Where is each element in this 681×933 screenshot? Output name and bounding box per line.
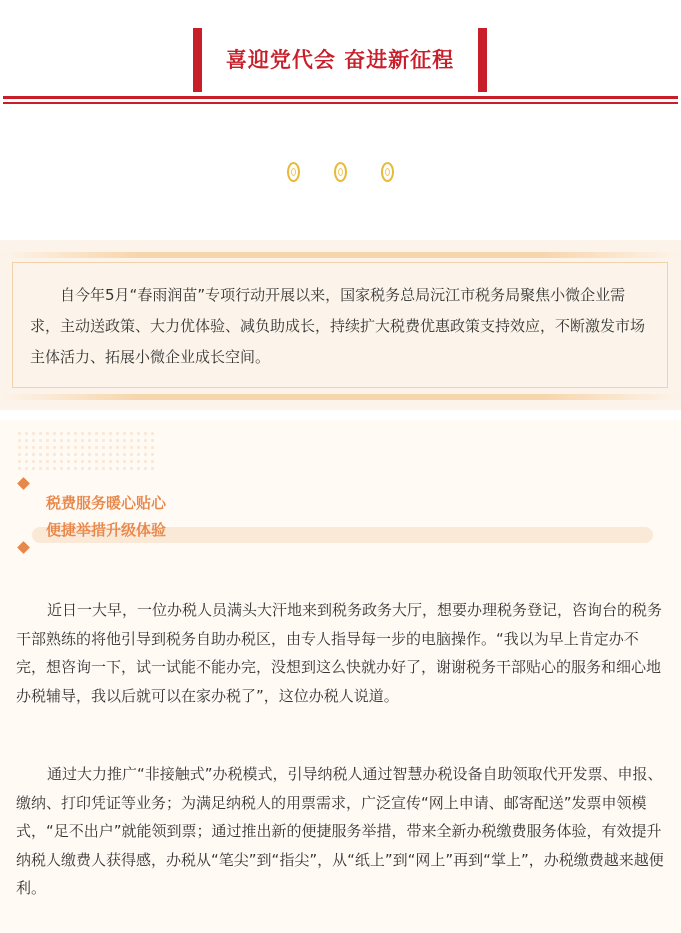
intro-box bbox=[0, 240, 681, 410]
banner-right-bar bbox=[478, 28, 487, 92]
header-rule-thick bbox=[3, 96, 678, 99]
ring-icon bbox=[381, 162, 394, 182]
intro-top-stripe bbox=[0, 252, 681, 258]
page-title: 喜迎党代会 奋进新征程 bbox=[225, 48, 455, 72]
section-heading-line1: 税费服务暖心贴心 bbox=[46, 494, 167, 512]
ring-icon bbox=[287, 162, 300, 182]
intro-bottom-stripe bbox=[0, 394, 681, 400]
ring-icon bbox=[334, 162, 347, 182]
section-heading bbox=[46, 490, 166, 544]
dot-pattern-decoration bbox=[16, 430, 158, 474]
intro-text: 自今年5月“春雨润苗”专项行动开展以来，国家税务总局沅江市税务局聚焦小微企业需求，主动送政策、大力优体验、减负助成长，持续扩大税费优惠政策支持效应，不断激发市场主体活力、拓展小微企业成长空间。 bbox=[30, 286, 646, 366]
body-paragraph-1: 近日一大早，一位办税人员满头大汗地来到税务政务大厅，想要办理税务登记，咨询台的税务干部熟练的将他引导到税务自助办税区，由专人指导每一步的电脑操作。“我以为早上肯定办不完，想咨询一下，试一试能不能办完，没想到这么快就办好了，谢谢税务干部贴心的服务和细心地办税辅导，我以后就可以在家办税了”，这位办税人说道。 bbox=[16, 601, 663, 705]
header-rule-thin bbox=[3, 102, 678, 104]
body-paragraph-2: 通过大力推广“非接触式”办税模式，引导纳税人通过智慧办税设备自助领取代开发票、申报、缴纳、打印凭证等业务；为满足纳税人的用票需求，广泛宣传“网上申请、邮寄配送”发票申领模式，“足不出户”就能领到票；通过推出新的便捷服务举措，带来全新办税缴费服务体验，有效提升纳税人缴费人获得感，办税从“笔尖”到“指尖”，从“纸上”到“网上”再到“掌上”，办税缴费越来越便利。 bbox=[16, 765, 664, 897]
banner-left-bar bbox=[193, 28, 202, 92]
section-heading-line2: 便捷举措升级体验 bbox=[46, 521, 167, 539]
title-banner bbox=[193, 28, 487, 92]
